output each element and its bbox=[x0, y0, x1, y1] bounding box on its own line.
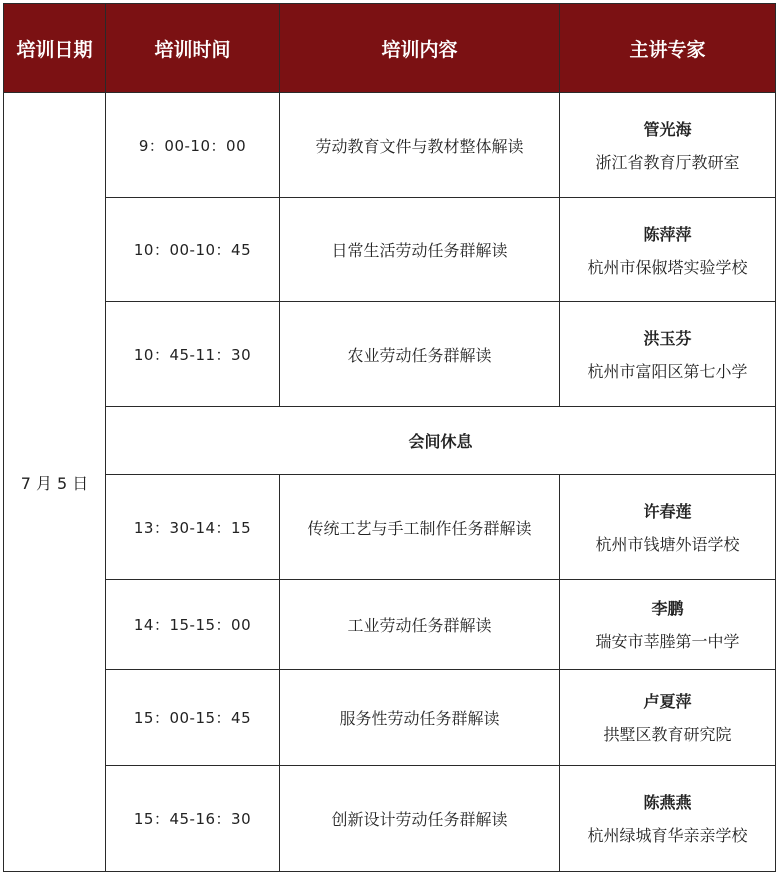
table-row bbox=[4, 579, 776, 669]
header-date: 培训日期 bbox=[4, 4, 106, 93]
table-row bbox=[4, 765, 776, 871]
content-cell: 创新设计劳动任务群解读 bbox=[280, 765, 560, 871]
table-row bbox=[4, 93, 776, 198]
time-cell: 13：30-14：15 bbox=[106, 475, 280, 579]
time-cell: 15：00-15：45 bbox=[106, 669, 280, 765]
header-expert: 主讲专家 bbox=[560, 4, 776, 93]
expert-cell bbox=[560, 765, 776, 871]
header-row bbox=[4, 4, 776, 93]
expert-org: 杭州绿城育华亲亲学校 bbox=[587, 826, 748, 846]
content-cell: 服务性劳动任务群解读 bbox=[280, 669, 560, 765]
break-cell: 会间休息 bbox=[106, 407, 776, 475]
time-cell: 10：00-10：45 bbox=[106, 198, 280, 302]
expert-cell bbox=[560, 93, 776, 198]
expert-cell bbox=[560, 475, 776, 579]
expert-cell bbox=[560, 302, 776, 407]
time-cell: 14：15-15：00 bbox=[106, 579, 280, 669]
table-row bbox=[4, 475, 776, 579]
table-row bbox=[4, 198, 776, 302]
expert-org: 瑞安市莘塍第一中学 bbox=[595, 632, 740, 652]
header-time: 培训时间 bbox=[106, 4, 280, 93]
content-cell: 日常生活劳动任务群解读 bbox=[280, 198, 560, 302]
expert-name: 许春莲 bbox=[643, 502, 692, 522]
expert-name: 李鹏 bbox=[651, 599, 684, 619]
expert-name: 洪玉芬 bbox=[643, 329, 692, 349]
time-cell: 10：45-11：30 bbox=[106, 302, 280, 407]
time-cell: 15：45-16：30 bbox=[106, 765, 280, 871]
expert-org: 杭州市富阳区第七小学 bbox=[587, 362, 748, 382]
expert-cell bbox=[560, 198, 776, 302]
expert-cell bbox=[560, 669, 776, 765]
expert-name: 陈燕燕 bbox=[643, 793, 692, 813]
break-row bbox=[4, 407, 776, 475]
table-row bbox=[4, 669, 776, 765]
expert-org: 拱墅区教育研究院 bbox=[603, 725, 732, 745]
header-content: 培训内容 bbox=[280, 4, 560, 93]
expert-name: 陈萍萍 bbox=[643, 224, 692, 244]
table-row bbox=[4, 302, 776, 407]
expert-cell bbox=[560, 579, 776, 669]
expert-org: 杭州市保俶塔实验学校 bbox=[587, 257, 748, 277]
training-schedule-table bbox=[3, 3, 776, 872]
content-cell: 传统工艺与手工制作任务群解读 bbox=[280, 475, 560, 579]
content-cell: 农业劳动任务群解读 bbox=[280, 302, 560, 407]
time-cell: 9：00-10：00 bbox=[106, 93, 280, 198]
date-cell: 7 月 5 日 bbox=[4, 93, 106, 872]
expert-org: 浙江省教育厅教研室 bbox=[595, 153, 740, 173]
expert-org: 杭州市钱塘外语学校 bbox=[595, 535, 740, 555]
content-cell: 工业劳动任务群解读 bbox=[280, 579, 560, 669]
expert-name: 管光海 bbox=[643, 120, 692, 140]
content-cell: 劳动教育文件与教材整体解读 bbox=[280, 93, 560, 198]
expert-name: 卢夏萍 bbox=[643, 692, 692, 712]
